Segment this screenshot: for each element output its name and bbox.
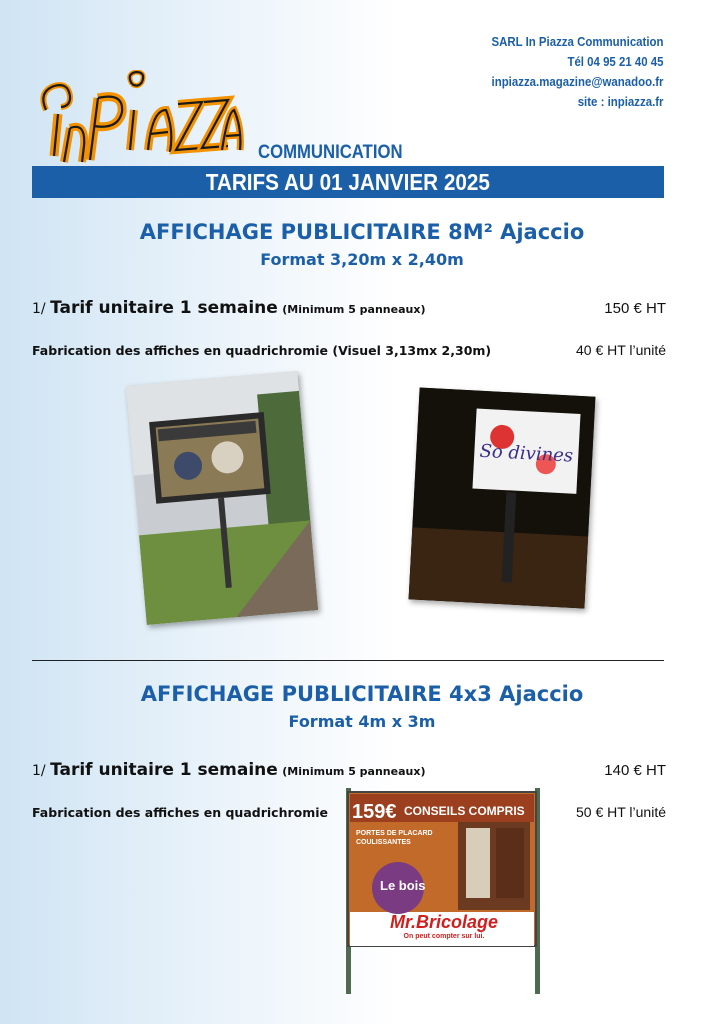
section2-format: Format 4m x 3m	[288, 712, 436, 731]
tarif-note: (Minimum 5 panneaux)	[282, 765, 426, 778]
section1-format: Format 3,20m x 2,40m	[260, 250, 464, 269]
section1-title: AFFICHAGE PUBLICITAIRE 8M² Ajaccio	[139, 220, 585, 244]
section2-fab-price: 50 € HT l’unité	[575, 804, 666, 820]
ad-line1: PORTES DE PLACARD	[356, 830, 433, 837]
phone-number: Tél 04 95 21 40 45	[567, 54, 664, 69]
section2-tarif-price: 140 € HT	[604, 762, 666, 779]
tarif-label: Tarif unitaire 1 semaine	[50, 298, 278, 318]
banner-text: TARIFS AU 01 JANVIER 2025	[205, 169, 491, 195]
ad-price: 159€	[352, 801, 397, 823]
tariff-banner	[32, 166, 664, 198]
tarif-prefix: 1/	[32, 301, 46, 317]
tarif-label: Tarif unitaire 1 semaine	[50, 760, 278, 780]
billboard-photo-day	[126, 371, 318, 625]
section1-tarif-price: 150 € HT	[604, 300, 666, 317]
email-address: inpiazza.magazine@wanadoo.fr	[492, 74, 664, 89]
inpiazza-logo	[36, 70, 246, 170]
ad-slogan: On peut compter sur lui.	[403, 933, 485, 940]
section1-fab-price: 40 € HT l’unité	[575, 342, 666, 358]
section2-tarif-row	[32, 760, 425, 780]
billboard-4x3	[346, 788, 542, 994]
tarif-note: (Minimum 5 panneaux)	[282, 303, 426, 316]
company-name: SARL In Piazza Communication	[491, 34, 664, 49]
logo-subtitle: COMMUNICATION	[258, 142, 403, 163]
section-divider	[32, 660, 664, 661]
website: site : inpiazza.fr	[578, 94, 664, 109]
section1-fab-label: Fabrication des affiches en quadrichromie (Visuel 3,13mx 2,30m)	[32, 343, 492, 358]
contact-block	[492, 32, 664, 112]
night-billboard-text: So divines	[479, 440, 574, 467]
ad-line2: COULISSANTES	[356, 839, 411, 846]
section1-tarif-row	[32, 298, 425, 318]
section2-fab-label: Fabrication des affiches en quadrichromie	[32, 805, 329, 820]
billboard-photo-night	[409, 388, 596, 609]
section2-title: AFFICHAGE PUBLICITAIRE 4x3 Ajaccio	[140, 682, 584, 706]
ad-badge: Le bois	[380, 878, 426, 893]
ad-brand: Mr.Bricolage	[389, 912, 499, 932]
tarif-prefix: 1/	[32, 763, 46, 779]
ad-headline: CONSEILS COMPRIS	[404, 804, 525, 818]
